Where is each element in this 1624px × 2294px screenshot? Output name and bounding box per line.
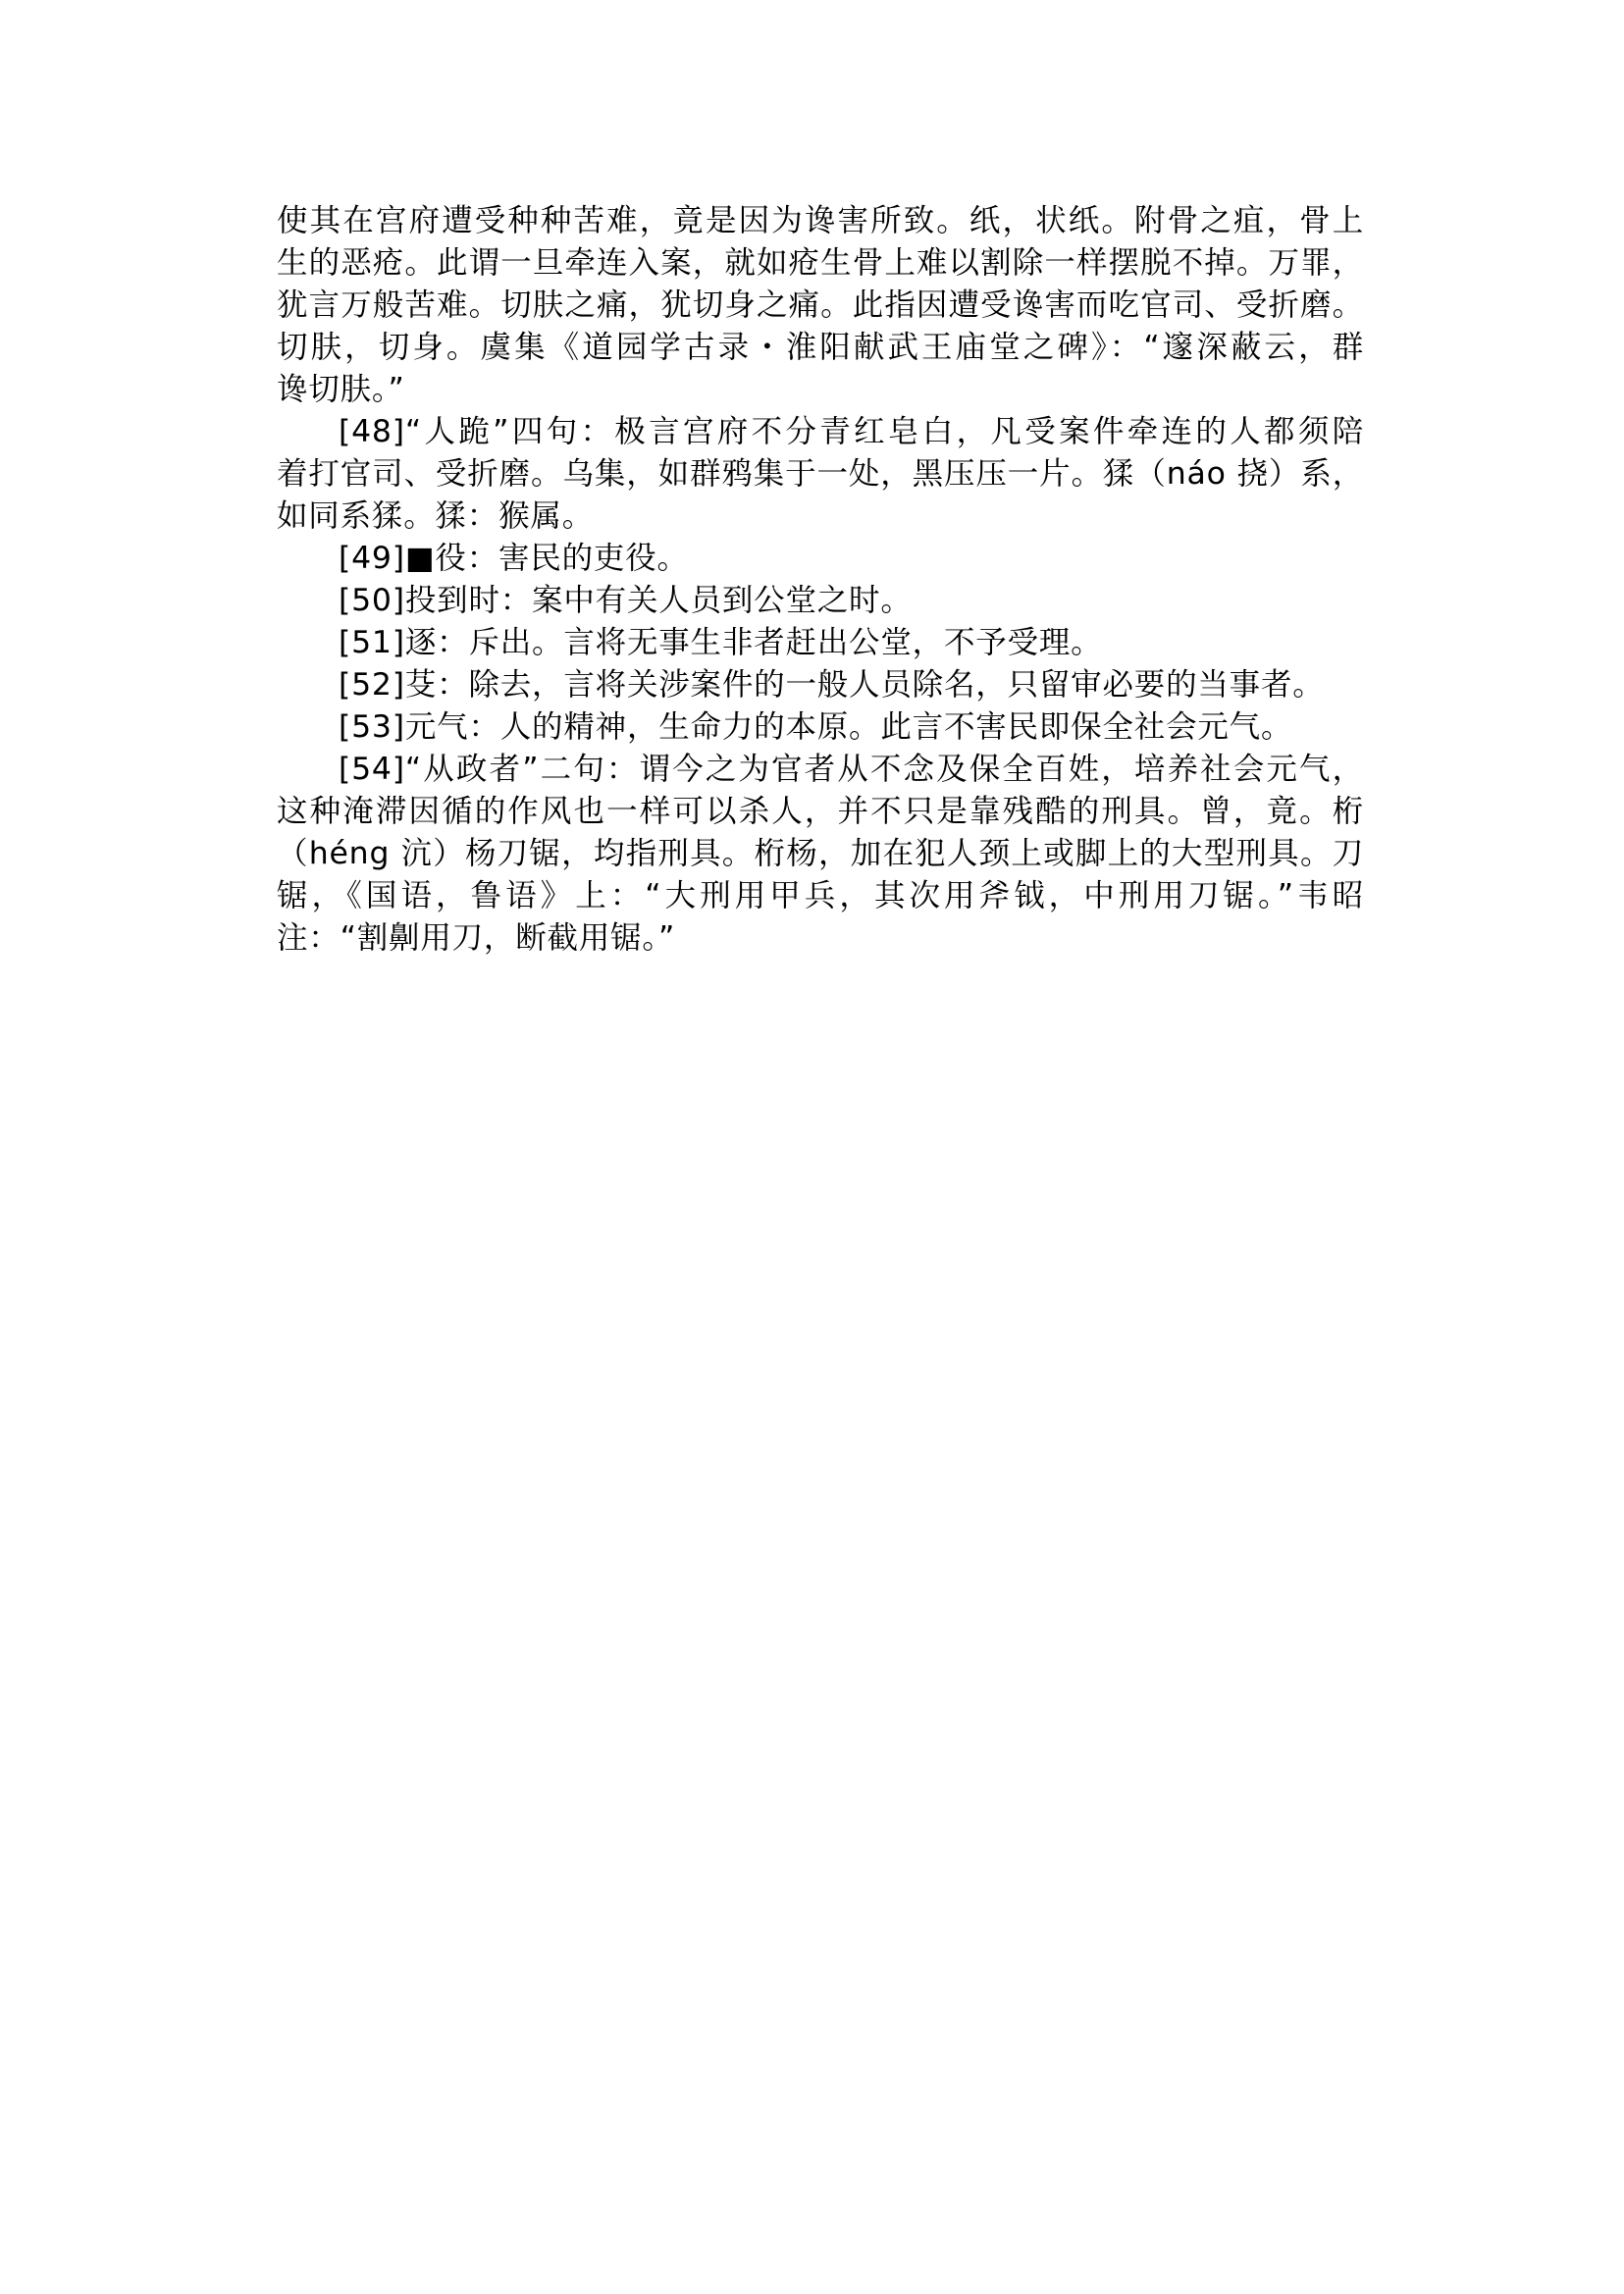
text-line: [53]元气：人的精神，生命力的本原。此言不害民即保全社会元气。 bbox=[339, 709, 1293, 745]
text-line: [51]逐：斥出。言将无事生非者赶出公堂，不予受理。 bbox=[339, 625, 1103, 660]
text-line: [52]芟：除去，言将关涉案件的一般人员除名，只留审必要的当事者。 bbox=[339, 667, 1325, 703]
text-line: [50]投到时：案中有关人员到公堂之时。 bbox=[339, 583, 913, 618]
text-line: 谗切肤。” bbox=[277, 372, 405, 407]
text-line: 切肤，切身。虞集《道园学古录・淮阳献武王庙堂之碑》：“邃深蔽云，群 bbox=[277, 330, 1364, 365]
text-line: 如同系猱。猱：猴属。 bbox=[277, 498, 595, 534]
note-53 bbox=[277, 706, 1364, 749]
note-54 bbox=[277, 749, 1364, 960]
note-50 bbox=[277, 580, 1364, 622]
text-line: 注：“割劓用刀，断截用锯。” bbox=[277, 920, 676, 956]
document-body bbox=[277, 200, 1364, 960]
text-line: 使其在宫府遭受种种苦难，竟是因为谗害所致。纸，状纸。附骨之疽，骨上 bbox=[277, 203, 1364, 238]
text-line: 着打官司、受折磨。乌集，如群鸦集于一处，黑压压一片。猱（náo 挠）系， bbox=[277, 456, 1364, 492]
note-49 bbox=[277, 538, 1364, 580]
paragraph-1 bbox=[277, 200, 1364, 411]
text-line: [54]“从政者”二句：谓今之为官者从不念及保全百姓，培养社会元气， bbox=[339, 752, 1364, 787]
text-line: [48]“人跪”四句：极言宫府不分青红皂白，凡受案件牵连的人都须陪 bbox=[339, 414, 1364, 449]
text-line: （héng 沆）杨刀锯，均指刑具。桁杨，加在犯人颈上或脚上的大型刑具。刀 bbox=[277, 836, 1364, 871]
text-line: [49]■役：害民的吏役。 bbox=[339, 541, 689, 576]
note-48 bbox=[277, 411, 1364, 538]
text-line: 锯，《国语，鲁语》上：“大刑用甲兵，其次用斧钺，中刑用刀锯。”韦昭 bbox=[277, 878, 1364, 913]
text-line: 生的恶疮。此谓一旦牵连入案，就如疮生骨上难以割除一样摆脱不掉。万罪， bbox=[277, 245, 1364, 281]
text-line: 犹言万般苦难。切肤之痛，犹切身之痛。此指因遭受谗害而吃官司、受折磨。 bbox=[277, 287, 1364, 323]
note-52 bbox=[277, 664, 1364, 706]
note-51 bbox=[277, 622, 1364, 664]
text-line: 这种淹滞因循的作风也一样可以杀人，并不只是靠残酷的刑具。曾，竟。桁 bbox=[277, 794, 1364, 829]
